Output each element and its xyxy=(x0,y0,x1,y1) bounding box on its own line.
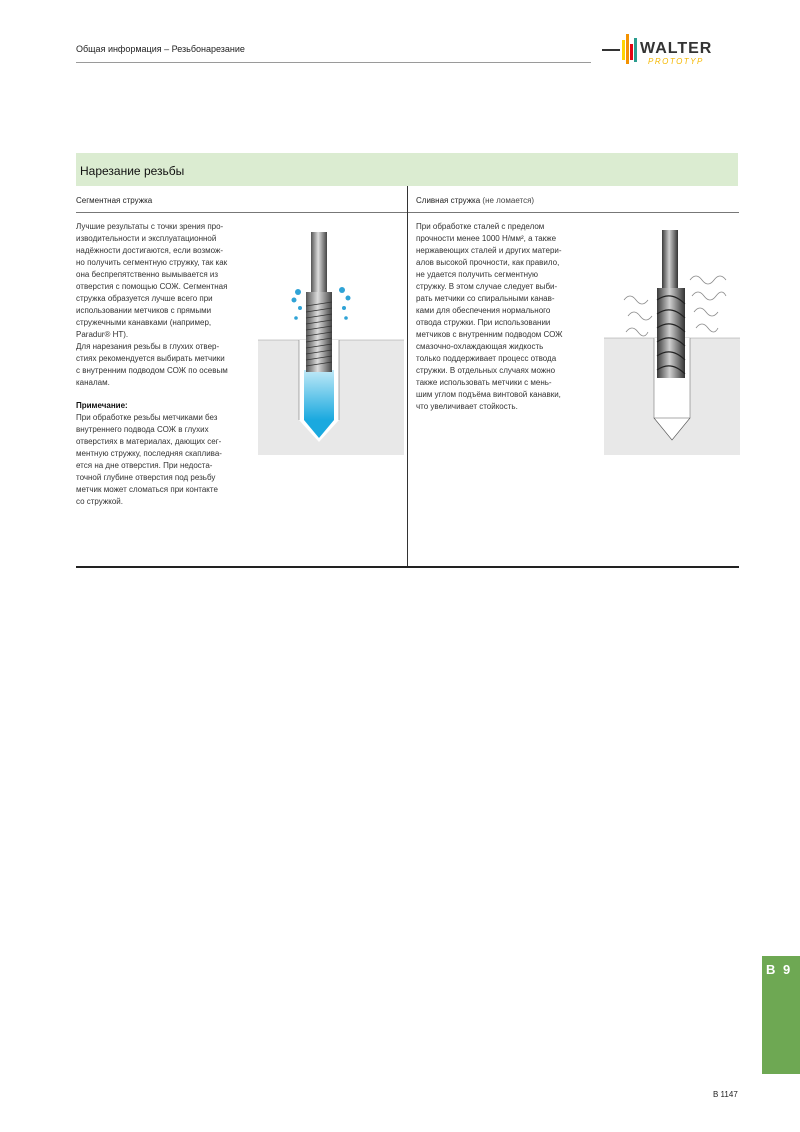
chapter-tab-label: B 9 xyxy=(766,962,793,977)
tap-straight-flute-illustration xyxy=(258,220,404,455)
column-heading-segment-chips: Сегментная стружка xyxy=(76,196,153,205)
svg-text:WALTER: WALTER xyxy=(640,40,713,57)
section-bottom-rule xyxy=(76,566,739,568)
column-heading-label: Сливная стружка xyxy=(416,196,481,205)
header-title: Общая информация – Резьбонарезание xyxy=(76,44,245,54)
column-heading-continuous-chips xyxy=(416,196,534,205)
note-text: При обработке резьбы метчиками без внутреннего подвода СОЖ в глухих отверстиях в материалах, дающих сег- ментную стружку, последняя скаплива- ется на дне отверстия. При недоста- точной глубине отверстия под резьбу метчик может сломаться при контакте со стружкой. xyxy=(76,413,222,506)
section-title: Нарезание резьбы xyxy=(80,164,185,178)
note-block xyxy=(76,400,256,508)
column-heading-note: (не ломается) xyxy=(482,196,535,205)
svg-text:PROTOTYP: PROTOTYP xyxy=(648,57,704,66)
note-title: Примечание: xyxy=(76,401,128,410)
tap-spiral-flute-illustration xyxy=(604,220,740,455)
page-number: B 1147 xyxy=(713,1090,738,1099)
segment-chips-description: Лучшие результаты с точки зрения про- изводительности и эксплуатационной надёжности достигаются, если возмож- но получить сегментную стружку, так как она беспрепятственно вымывается из отверстия с помощью СОЖ. Сегментная стружка образуется лучше всего при использовании метчиков с прямыми стружечными канавками (например, Paradur® HT). Для нарезания резьбы в глухих отвер- стиях рекомендуется выбирать метчики с внутренним подводом СОЖ по осевым каналам. xyxy=(76,222,228,387)
continuous-chips-description: При обработке сталей с пределом прочности менее 1000 Н/мм², а также нержавеющих сталей и других матери- алов высокой прочности, как правило, не удается получить сегментную стружку. В этом случае следует выби- рать метчики со спиральными канав- ками для обеспечения нормального отвода стружки. При использовании метчиков с внутренним подводом СОЖ смазочно-охлаждающая жидкость только поддерживает процесс отвода стружки. В отдельных случаях можно также использовать метчики с мень- шим углом подъёма винтовой канавки, что увеличивает стойкость. xyxy=(416,222,563,411)
header-rule xyxy=(76,62,591,63)
walter-logo xyxy=(602,30,742,70)
column-divider xyxy=(407,186,408,566)
